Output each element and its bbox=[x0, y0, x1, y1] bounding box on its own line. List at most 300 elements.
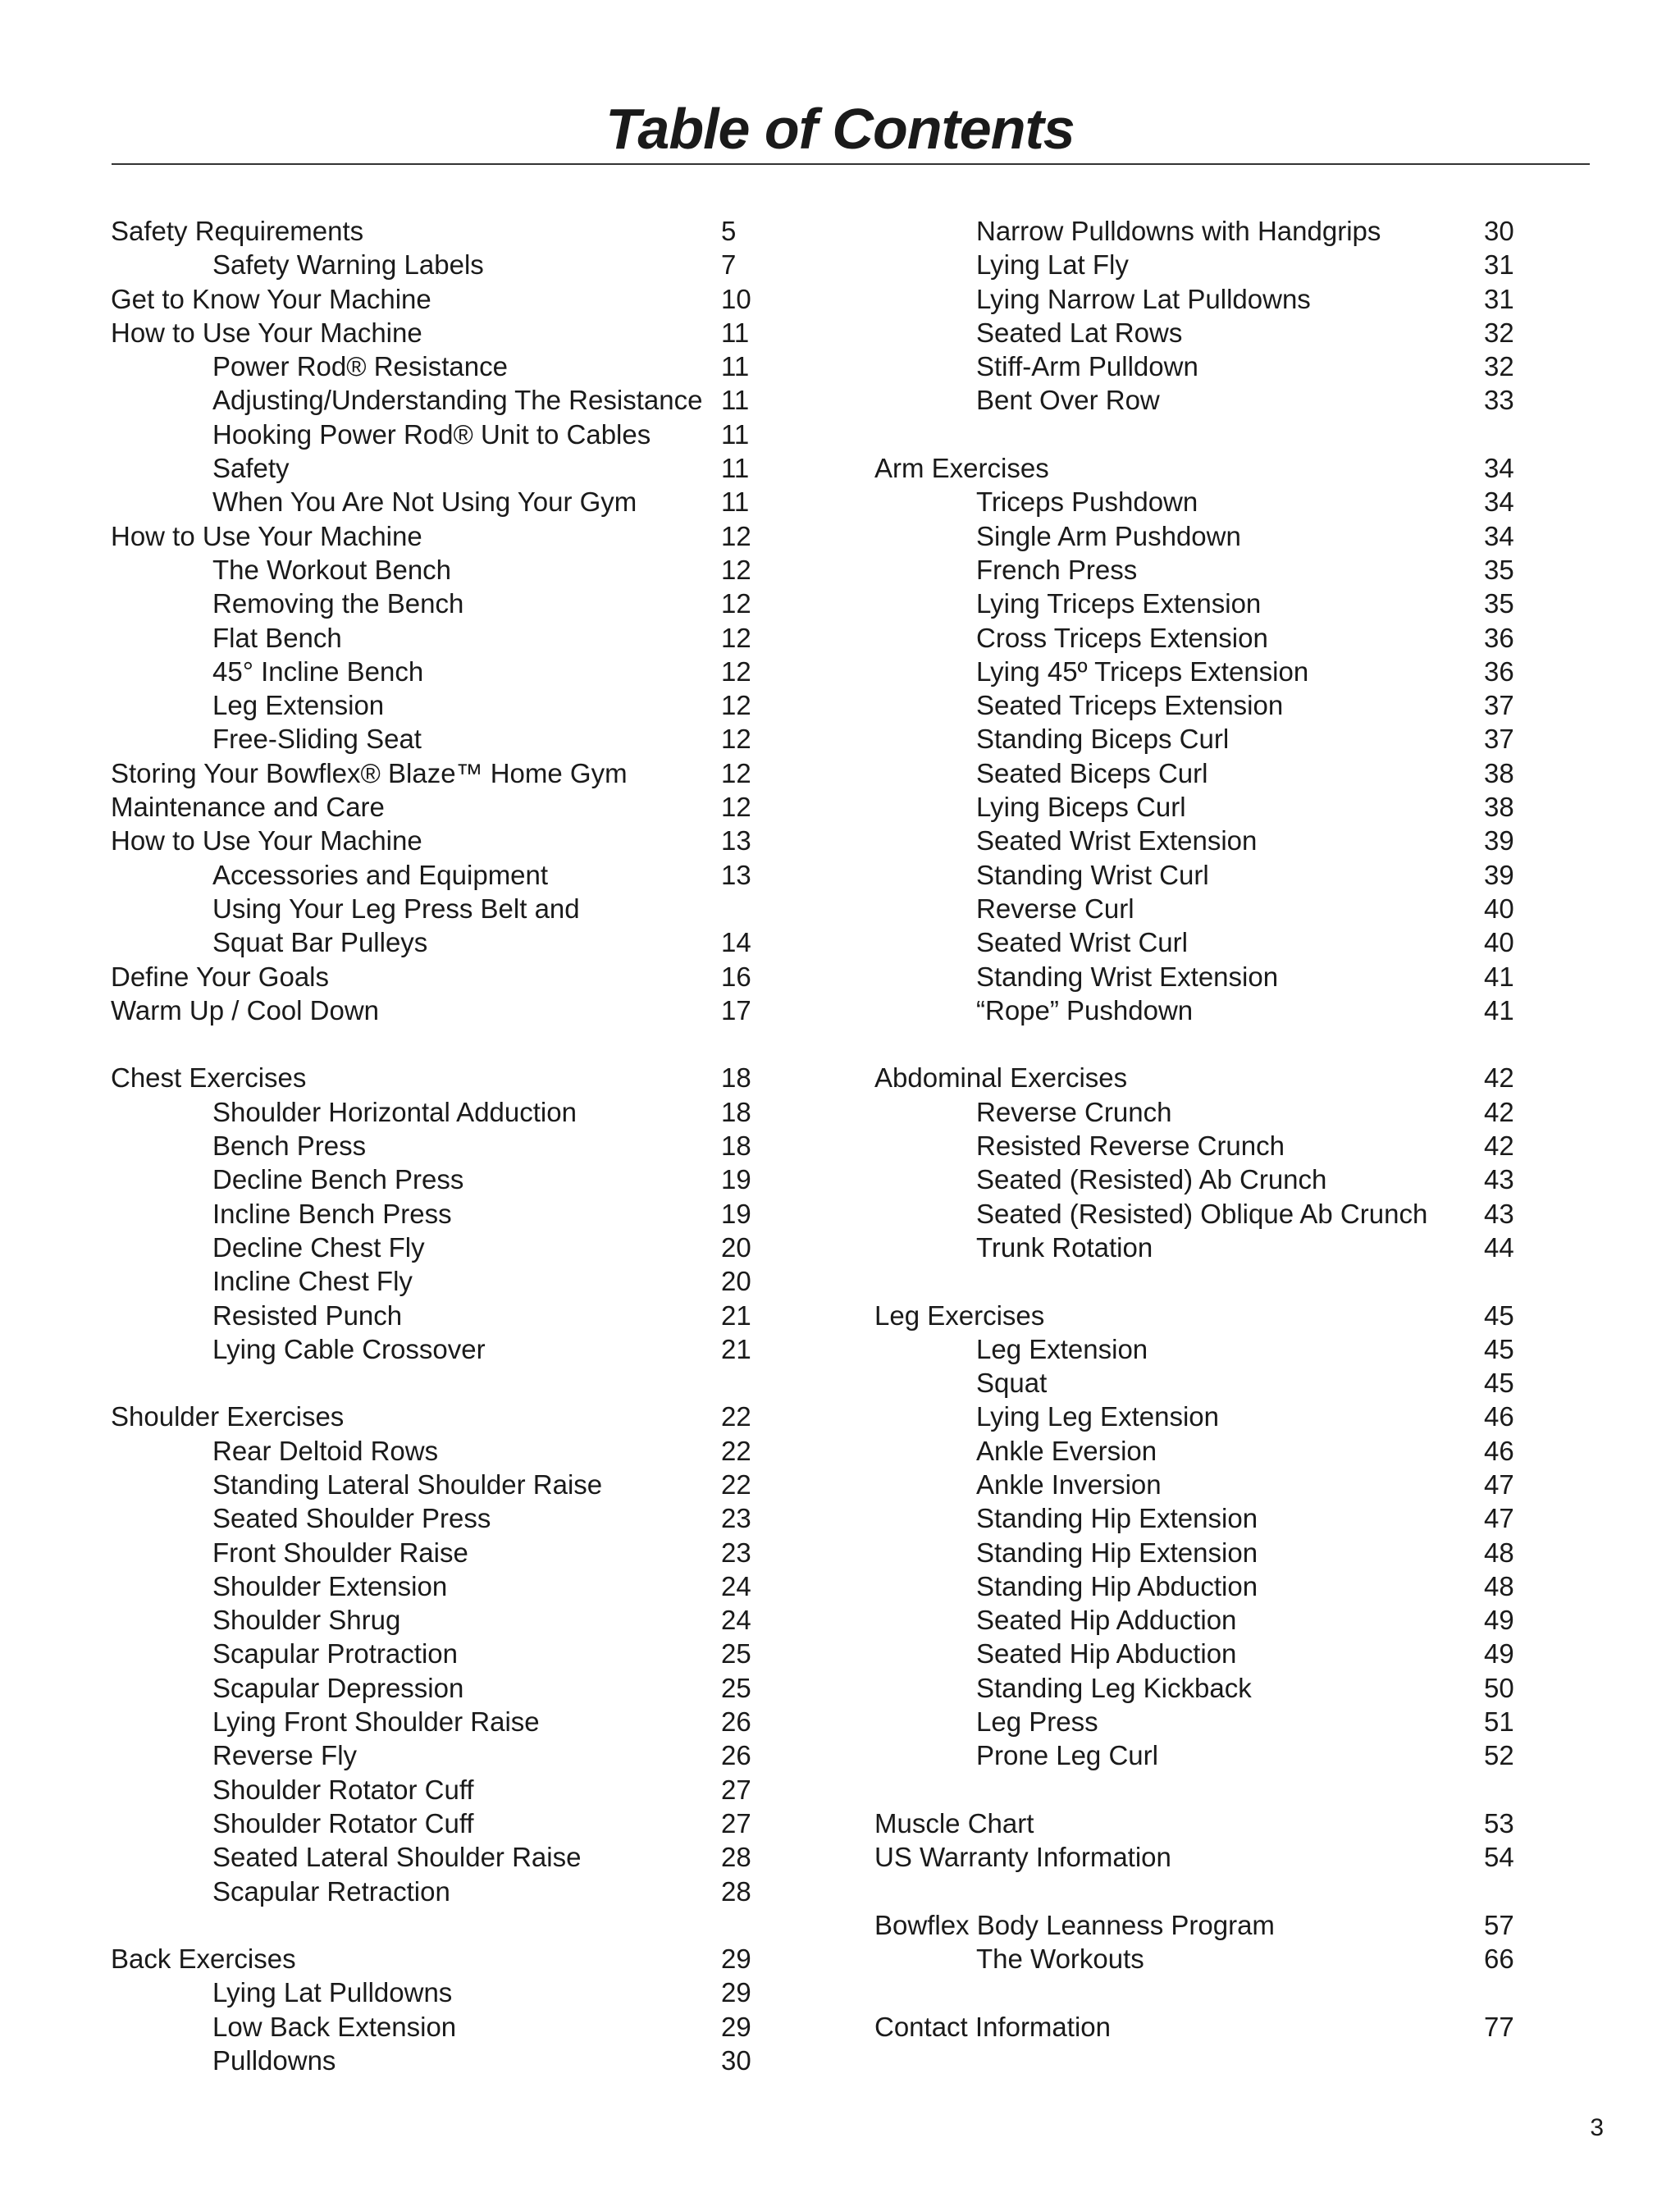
toc-subentry[interactable] bbox=[874, 1095, 1613, 1129]
toc-entry-label: Seated Biceps Curl bbox=[976, 757, 1208, 788]
toc-subentry[interactable] bbox=[874, 1637, 1613, 1670]
toc-entry-label: Triceps Pushdown bbox=[976, 486, 1198, 518]
toc-entry-page: 12 bbox=[721, 655, 751, 687]
toc-subentry[interactable] bbox=[874, 790, 1613, 824]
toc-entry-page: 45 bbox=[1484, 1368, 1514, 1399]
toc-entry-label: Safety Requirements bbox=[111, 216, 364, 246]
toc-entry-page: 37 bbox=[1484, 724, 1514, 755]
toc-entry-page: 38 bbox=[1484, 757, 1514, 788]
toc-entry-label: Prone Leg Curl bbox=[976, 1740, 1158, 1771]
toc-entry-page: 42 bbox=[1484, 1062, 1514, 1094]
toc-entry[interactable] bbox=[111, 214, 849, 248]
toc-subentry[interactable] bbox=[874, 1400, 1613, 1433]
toc-entry-page: 47 bbox=[1484, 1469, 1514, 1500]
toc-entry-page: 23 bbox=[721, 1537, 751, 1568]
toc-subentry[interactable] bbox=[111, 1231, 849, 1264]
toc-entry-page: 11 bbox=[721, 486, 750, 518]
toc-entry-label: Ankle Eversion bbox=[976, 1435, 1157, 1466]
toc-entry-page: 35 bbox=[1484, 588, 1514, 619]
toc-entry-label: Leg Extension bbox=[976, 1333, 1148, 1364]
toc-subentry[interactable] bbox=[874, 519, 1613, 553]
toc-entry-page: 29 bbox=[721, 2011, 751, 2042]
toc-subentry[interactable] bbox=[111, 1875, 849, 1908]
toc-entry-label: Lying Triceps Extension bbox=[976, 588, 1262, 619]
page-number: 3 bbox=[1590, 2114, 1604, 2141]
toc-entry-label: Shoulder Horizontal Adduction bbox=[212, 1096, 577, 1127]
toc-entry-label: Warm Up / Cool Down bbox=[111, 994, 380, 1025]
toc-subentry[interactable] bbox=[874, 1129, 1613, 1163]
toc-subentry[interactable] bbox=[874, 688, 1613, 722]
toc-entry-page: 34 bbox=[1484, 520, 1514, 551]
toc-entry-label: Seated (Resisted) Oblique Ab Crunch bbox=[976, 1198, 1428, 1229]
page-title: Table of Contents bbox=[605, 97, 1075, 161]
toc-entry-page: 20 bbox=[721, 1266, 751, 1297]
toc-entry-page: 28 bbox=[721, 1875, 751, 1907]
toc-subentry[interactable] bbox=[111, 1976, 849, 2009]
toc-subentry[interactable] bbox=[111, 1603, 849, 1637]
toc-subentry[interactable] bbox=[874, 960, 1613, 994]
toc-subentry[interactable] bbox=[111, 1197, 849, 1231]
toc-spacer bbox=[111, 1366, 849, 1400]
toc-entry-label: Lying Lat Fly bbox=[976, 249, 1129, 281]
toc-subentry[interactable] bbox=[111, 621, 849, 655]
toc-entry-page: 54 bbox=[1484, 1842, 1514, 1873]
toc-entry-page: 26 bbox=[721, 1740, 751, 1771]
toc-entry[interactable] bbox=[111, 316, 849, 349]
toc-entry-label: Muscle Chart bbox=[874, 1807, 1034, 1839]
toc-entry-label: Define Your Goals bbox=[111, 961, 330, 992]
toc-entry-label: Lying 45º Triceps Extension bbox=[976, 655, 1309, 687]
toc-entry-label: Standing Hip Extension bbox=[976, 1537, 1258, 1568]
toc-spacer bbox=[874, 1976, 1613, 2009]
toc-entry-label: Reverse Crunch bbox=[976, 1096, 1172, 1127]
toc-subentry[interactable] bbox=[111, 1468, 849, 1501]
toc-spacer bbox=[111, 1027, 849, 1061]
toc-subentry[interactable] bbox=[874, 925, 1613, 959]
toc-entry-label: Arm Exercises bbox=[874, 453, 1049, 484]
toc-subentry[interactable] bbox=[874, 1332, 1613, 1366]
toc-entry-label: 45° Incline Bench bbox=[212, 655, 424, 687]
toc-entry-label: Seated (Resisted) Ab Crunch bbox=[976, 1164, 1327, 1195]
toc-entry-page: 57 bbox=[1484, 1909, 1514, 1940]
toc-entry-label: Scapular Protraction bbox=[212, 1638, 458, 1670]
toc-entry-page: 11 bbox=[721, 453, 750, 484]
toc-entry[interactable] bbox=[111, 756, 849, 790]
toc-entry-label: Lying Lat Pulldowns bbox=[212, 1977, 453, 2008]
toc-entry-page: 39 bbox=[1484, 859, 1514, 890]
toc-subentry[interactable] bbox=[111, 553, 849, 587]
toc-subentry[interactable] bbox=[111, 1536, 849, 1569]
toc-entry-page: 21 bbox=[721, 1300, 751, 1331]
toc-subentry[interactable] bbox=[874, 553, 1613, 587]
toc-entry-label: Chest Exercises bbox=[111, 1062, 307, 1094]
toc-entry-page: 43 bbox=[1484, 1164, 1514, 1195]
toc-entry-page: 18 bbox=[721, 1096, 751, 1127]
toc-entry-label: Contact Information bbox=[874, 2011, 1111, 2042]
toc-right-column bbox=[874, 214, 1613, 2044]
toc-entry-label: Squat bbox=[976, 1368, 1048, 1399]
toc-spacer bbox=[874, 1875, 1613, 1908]
toc-entry[interactable] bbox=[874, 1807, 1613, 1840]
toc-spacer bbox=[874, 418, 1613, 451]
toc-entry-page: 45 bbox=[1484, 1300, 1514, 1331]
toc-entry-page: 18 bbox=[721, 1062, 751, 1094]
toc-entry-page: 11 bbox=[721, 418, 750, 450]
toc-entry-label: Reverse Fly bbox=[212, 1740, 358, 1771]
toc-entry-page: 35 bbox=[1484, 554, 1514, 585]
toc-entry-page: 14 bbox=[721, 927, 751, 958]
toc-entry-label: Seated Lat Rows bbox=[976, 317, 1183, 348]
toc-entry-page: 22 bbox=[721, 1435, 751, 1466]
toc-entry-page: 12 bbox=[721, 622, 751, 653]
toc-entry-label: Removing the Bench bbox=[212, 588, 464, 619]
toc-entry[interactable] bbox=[111, 282, 849, 316]
toc-entry-page: 42 bbox=[1484, 1131, 1514, 1162]
toc-spacer bbox=[874, 1264, 1613, 1298]
toc-subentry[interactable] bbox=[111, 1840, 849, 1874]
toc-entry-label: Maintenance and Care bbox=[111, 792, 385, 823]
toc-subentry[interactable] bbox=[874, 756, 1613, 790]
toc-entry-page: 45 bbox=[1484, 1333, 1514, 1364]
toc-subentry[interactable] bbox=[874, 1603, 1613, 1637]
toc-entry[interactable] bbox=[111, 1061, 849, 1094]
toc-entry-page: 36 bbox=[1484, 622, 1514, 653]
toc-entry-label: “Rope” Pushdown bbox=[976, 994, 1194, 1025]
toc-entry[interactable] bbox=[111, 824, 849, 857]
toc-subentry[interactable] bbox=[874, 1434, 1613, 1468]
toc-entry-page: 18 bbox=[721, 1131, 751, 1162]
toc-entry-label: Resisted Reverse Crunch bbox=[976, 1131, 1285, 1162]
toc-entry-page: 11 bbox=[721, 317, 750, 348]
toc-subentry[interactable] bbox=[111, 1095, 849, 1129]
toc-entry-page: 12 bbox=[721, 724, 751, 755]
toc-entry-label: Storing Your Bowflex® Blaze™ Home Gym bbox=[111, 757, 628, 788]
toc-entry-page: 10 bbox=[721, 283, 751, 314]
toc-entry-page: 13 bbox=[721, 825, 751, 856]
toc-entry-label: Bent Over Row bbox=[976, 385, 1160, 416]
toc-entry-label: Decline Bench Press bbox=[212, 1164, 464, 1195]
toc-entry-label: Bench Press bbox=[212, 1131, 367, 1162]
toc-entry-page: 36 bbox=[1484, 655, 1514, 687]
toc-entry-label: How to Use Your Machine bbox=[111, 825, 422, 856]
toc-entry-page: 47 bbox=[1484, 1503, 1514, 1534]
toc-entry[interactable] bbox=[111, 994, 849, 1027]
toc-subentry[interactable] bbox=[111, 925, 849, 959]
toc-subentry[interactable] bbox=[111, 248, 849, 281]
toc-entry[interactable] bbox=[111, 790, 849, 824]
toc-entry-page: 34 bbox=[1484, 486, 1514, 518]
toc-entry-page: 17 bbox=[721, 994, 751, 1025]
toc-subentry[interactable] bbox=[874, 485, 1613, 518]
toc-entry-label: Standing Wrist Curl bbox=[976, 859, 1209, 890]
toc-subentry[interactable] bbox=[111, 1501, 849, 1535]
toc-entry-page: 21 bbox=[721, 1333, 751, 1364]
toc-subentry[interactable] bbox=[874, 1468, 1613, 1501]
toc-entry-page: 29 bbox=[721, 1977, 751, 2008]
toc-entry-page: 32 bbox=[1484, 351, 1514, 382]
toc-subentry[interactable] bbox=[874, 1705, 1613, 1738]
toc-subentry[interactable] bbox=[111, 1637, 849, 1670]
toc-subentry[interactable] bbox=[111, 2010, 849, 2044]
toc-entry-label: Pulldowns bbox=[212, 2045, 336, 2076]
toc-entry-label: Resisted Punch bbox=[212, 1300, 403, 1331]
toc-entry-page: 5 bbox=[721, 216, 737, 246]
toc-entry-page: 49 bbox=[1484, 1638, 1514, 1670]
toc-subentry[interactable] bbox=[111, 688, 849, 722]
toc-subentry[interactable] bbox=[111, 1264, 849, 1298]
toc-entry-page: 25 bbox=[721, 1638, 751, 1670]
toc-entry-page: 37 bbox=[1484, 690, 1514, 721]
toc-entry-label: Cross Triceps Extension bbox=[976, 622, 1268, 653]
toc-subentry[interactable] bbox=[111, 858, 849, 892]
toc-entry-page: 44 bbox=[1484, 1231, 1514, 1263]
toc-subentry[interactable] bbox=[874, 1569, 1613, 1603]
toc-entry-label: How to Use Your Machine bbox=[111, 317, 422, 348]
toc-entry-page: 22 bbox=[721, 1401, 751, 1432]
toc-entry-page: 38 bbox=[1484, 792, 1514, 823]
toc-entry-label: Free-Sliding Seat bbox=[212, 724, 422, 755]
toc-entry-page: 11 bbox=[721, 385, 750, 416]
toc-entry[interactable] bbox=[874, 2010, 1613, 2044]
toc-entry[interactable] bbox=[874, 1299, 1613, 1332]
toc-subentry[interactable] bbox=[111, 587, 849, 620]
toc-entry[interactable] bbox=[111, 1400, 849, 1433]
toc-entry[interactable] bbox=[874, 451, 1613, 485]
toc-entry-label: Seated Triceps Extension bbox=[976, 690, 1284, 721]
toc-entry-label: Decline Chest Fly bbox=[212, 1231, 425, 1263]
toc-entry-label: Ankle Inversion bbox=[976, 1469, 1162, 1500]
toc-entry-label: Seated Wrist Extension bbox=[976, 825, 1258, 856]
toc-entry-label: Shoulder Shrug bbox=[212, 1605, 401, 1636]
toc-subentry[interactable] bbox=[874, 1163, 1613, 1196]
toc-entry-page: 26 bbox=[721, 1706, 751, 1738]
toc-entry-label: Power Rod® Resistance bbox=[212, 351, 508, 382]
toc-subentry[interactable] bbox=[874, 587, 1613, 620]
toc-subentry[interactable] bbox=[874, 1231, 1613, 1264]
toc-entry-page: 28 bbox=[721, 1842, 751, 1873]
toc-entry-label: Seated Wrist Curl bbox=[976, 927, 1188, 958]
toc-entry-page: 41 bbox=[1484, 994, 1514, 1025]
toc-subentry[interactable] bbox=[874, 1942, 1613, 1976]
toc-subentry[interactable] bbox=[111, 1434, 849, 1468]
toc-entry-page: 48 bbox=[1484, 1537, 1514, 1568]
toc-entry-label: Adjusting/Understanding The Resistance bbox=[212, 385, 703, 416]
toc-entry-page: 48 bbox=[1484, 1570, 1514, 1601]
toc-entry-page: 41 bbox=[1484, 961, 1514, 992]
toc-subentry[interactable] bbox=[874, 994, 1613, 1027]
toc-entry-label: Single Arm Pushdown bbox=[976, 520, 1241, 551]
toc-subentry[interactable] bbox=[111, 1163, 849, 1196]
toc-entry-label: When You Are Not Using Your Gym bbox=[212, 486, 637, 518]
toc-subentry[interactable] bbox=[111, 1773, 849, 1807]
toc-entry-label: Scapular Retraction bbox=[212, 1875, 450, 1907]
toc-entry-page: 40 bbox=[1484, 893, 1514, 924]
toc-entry-label: Stiff-Arm Pulldown bbox=[976, 351, 1198, 382]
toc-entry-page: 46 bbox=[1484, 1435, 1514, 1466]
toc-entry-page: 22 bbox=[721, 1469, 751, 1500]
toc-entry-label: Narrow Pulldowns with Handgrips bbox=[976, 216, 1381, 246]
toc-subentry[interactable] bbox=[874, 858, 1613, 892]
toc-entry-label: Standing Wrist Extension bbox=[976, 961, 1279, 992]
toc-entry[interactable] bbox=[874, 1908, 1613, 1942]
toc-entry-label: Accessories and Equipment bbox=[212, 859, 549, 890]
toc-subentry[interactable] bbox=[874, 316, 1613, 349]
toc-subentry[interactable] bbox=[111, 655, 849, 688]
toc-subentry[interactable] bbox=[874, 1366, 1613, 1400]
toc-subentry[interactable] bbox=[874, 1671, 1613, 1705]
toc-entry-page: 77 bbox=[1484, 2011, 1514, 2042]
toc-subentry[interactable] bbox=[874, 1536, 1613, 1569]
toc-subentry[interactable] bbox=[111, 1332, 849, 1366]
toc-entry-page: 33 bbox=[1484, 385, 1514, 416]
toc-entry-label: Leg Extension bbox=[212, 690, 385, 721]
toc-entry-label: Abdominal Exercises bbox=[874, 1062, 1128, 1094]
toc-subentry[interactable] bbox=[111, 1705, 849, 1738]
toc-subentry[interactable] bbox=[874, 349, 1613, 383]
toc-entry-page: 12 bbox=[721, 554, 751, 585]
toc-subentry[interactable] bbox=[111, 485, 849, 518]
toc-entry-label: Bowflex Body Leanness Program bbox=[874, 1909, 1275, 1940]
toc-entry-label: Lying Leg Extension bbox=[976, 1401, 1219, 1432]
toc-entry-label: Scapular Depression bbox=[212, 1672, 464, 1703]
toc-entry-page: 42 bbox=[1484, 1096, 1514, 1127]
toc-entry-page: 12 bbox=[721, 588, 751, 619]
toc-subentry[interactable] bbox=[111, 1807, 849, 1840]
toc-subentry[interactable] bbox=[111, 2044, 849, 2077]
toc-entry-page: 19 bbox=[721, 1164, 751, 1195]
toc-entry-page: 27 bbox=[721, 1774, 751, 1805]
toc-subentry[interactable] bbox=[111, 1671, 849, 1705]
toc-entry-page: 52 bbox=[1484, 1740, 1514, 1771]
toc-entry-label: Safety bbox=[212, 453, 290, 484]
toc-subentry[interactable] bbox=[111, 892, 849, 925]
toc-entry-page: 12 bbox=[721, 520, 751, 551]
toc-entry-page: 11 bbox=[721, 351, 750, 382]
toc-entry-page: 12 bbox=[721, 690, 751, 721]
toc-entry-page: 31 bbox=[1484, 249, 1514, 281]
toc-entry-page: 50 bbox=[1484, 1672, 1514, 1703]
toc-subentry[interactable] bbox=[111, 1129, 849, 1163]
toc-entry-label: Lying Narrow Lat Pulldowns bbox=[976, 283, 1311, 314]
toc-entry-label: Standing Lateral Shoulder Raise bbox=[212, 1469, 603, 1500]
toc-entry-label: Front Shoulder Raise bbox=[212, 1537, 468, 1568]
toc-entry-label: US Warranty Information bbox=[874, 1842, 1171, 1873]
toc-entry-page: 12 bbox=[721, 792, 751, 823]
toc-entry[interactable] bbox=[874, 1061, 1613, 1094]
toc-entry-label: Shoulder Exercises bbox=[111, 1401, 345, 1432]
toc-subentry[interactable] bbox=[111, 349, 849, 383]
toc-entry-label: Hooking Power Rod® Unit to Cables bbox=[212, 418, 651, 450]
toc-entry[interactable] bbox=[111, 1942, 849, 1976]
toc-subentry[interactable] bbox=[111, 1299, 849, 1332]
toc-entry-page: 53 bbox=[1484, 1807, 1514, 1839]
toc-entry-label: Low Back Extension bbox=[212, 2011, 457, 2042]
toc-subentry[interactable] bbox=[874, 892, 1613, 925]
toc-entry[interactable] bbox=[874, 1840, 1613, 1874]
toc-entry-label: Trunk Rotation bbox=[976, 1231, 1153, 1263]
toc-subentry[interactable] bbox=[111, 451, 849, 485]
toc-entry-page: 43 bbox=[1484, 1198, 1514, 1229]
toc-subentry[interactable] bbox=[874, 722, 1613, 756]
toc-entry-page: 23 bbox=[721, 1503, 751, 1534]
toc-entry-page: 24 bbox=[721, 1570, 751, 1601]
toc-entry-label: Seated Shoulder Press bbox=[212, 1503, 491, 1534]
toc-entry[interactable] bbox=[111, 960, 849, 994]
toc-subentry[interactable] bbox=[874, 282, 1613, 316]
toc-entry-page: 40 bbox=[1484, 927, 1514, 958]
toc-entry-label: French Press bbox=[976, 554, 1138, 585]
toc-subentry[interactable] bbox=[111, 418, 849, 451]
toc-left-column bbox=[111, 214, 849, 2077]
toc-entry-page: 16 bbox=[721, 961, 751, 992]
toc-subentry[interactable] bbox=[111, 722, 849, 756]
toc-entry-label: Seated Lateral Shoulder Raise bbox=[212, 1842, 582, 1873]
toc-spacer bbox=[874, 1027, 1613, 1061]
toc-entry-page: 29 bbox=[721, 1944, 751, 1975]
title-divider bbox=[112, 163, 1590, 165]
toc-subentry[interactable] bbox=[874, 383, 1613, 417]
toc-entry-label: Seated Hip Adduction bbox=[976, 1605, 1237, 1636]
toc-entry-page: 30 bbox=[721, 2045, 751, 2076]
toc-entry-label: Rear Deltoid Rows bbox=[212, 1435, 439, 1466]
toc-entry-page: 34 bbox=[1484, 453, 1514, 484]
toc-entry-label: Standing Leg Kickback bbox=[976, 1672, 1252, 1703]
toc-entry-label: Standing Hip Abduction bbox=[976, 1570, 1258, 1601]
toc-entry-page: 32 bbox=[1484, 317, 1514, 348]
toc-entry[interactable] bbox=[111, 519, 849, 553]
toc-entry-page: 39 bbox=[1484, 825, 1514, 856]
toc-entry-label: Lying Cable Crossover bbox=[212, 1333, 486, 1364]
toc-entry-label: How to Use Your Machine bbox=[111, 520, 422, 551]
toc-subentry[interactable] bbox=[874, 824, 1613, 857]
toc-entry-label: The Workout Bench bbox=[212, 554, 452, 585]
toc-entry-label: Leg Exercises bbox=[874, 1300, 1045, 1331]
toc-entry-label: Shoulder Extension bbox=[212, 1570, 448, 1601]
toc-entry-page: 51 bbox=[1484, 1706, 1514, 1738]
toc-subentry[interactable] bbox=[874, 248, 1613, 281]
toc-entry-label: Reverse Curl bbox=[976, 893, 1134, 924]
toc-subentry[interactable] bbox=[874, 621, 1613, 655]
toc-entry-label: Lying Biceps Curl bbox=[976, 792, 1186, 823]
toc-entry-page: 25 bbox=[721, 1672, 751, 1703]
toc-entry-page: 19 bbox=[721, 1198, 751, 1229]
toc-subentry[interactable] bbox=[874, 214, 1613, 248]
toc-subentry[interactable] bbox=[111, 1569, 849, 1603]
toc-subentry[interactable] bbox=[111, 383, 849, 417]
toc-entry-label: Lying Front Shoulder Raise bbox=[212, 1706, 540, 1738]
toc-entry-label: Back Exercises bbox=[111, 1944, 296, 1975]
toc-entry-label: Shoulder Rotator Cuff bbox=[212, 1807, 474, 1839]
toc-entry-label: Shoulder Rotator Cuff bbox=[212, 1774, 474, 1805]
toc-entry-page: 27 bbox=[721, 1807, 751, 1839]
toc-entry-label: Get to Know Your Machine bbox=[111, 283, 431, 314]
toc-subentry[interactable] bbox=[874, 1197, 1613, 1231]
toc-spacer bbox=[874, 1773, 1613, 1807]
toc-subentry[interactable] bbox=[111, 1738, 849, 1772]
toc-entry-label: Safety Warning Labels bbox=[212, 249, 484, 281]
toc-entry-label: Standing Hip Extension bbox=[976, 1503, 1258, 1534]
toc-entry-page: 20 bbox=[721, 1231, 751, 1263]
toc-subentry[interactable] bbox=[874, 1501, 1613, 1535]
toc-entry-label: Incline Bench Press bbox=[212, 1198, 452, 1229]
toc-entry-label: Standing Biceps Curl bbox=[976, 724, 1230, 755]
toc-entry-label: Flat Bench bbox=[212, 622, 342, 653]
toc-entry-page: 49 bbox=[1484, 1605, 1514, 1636]
toc-subentry[interactable] bbox=[874, 1738, 1613, 1772]
toc-subentry[interactable] bbox=[874, 655, 1613, 688]
toc-entry-page: 31 bbox=[1484, 283, 1514, 314]
toc-entry-label: The Workouts bbox=[976, 1944, 1144, 1975]
